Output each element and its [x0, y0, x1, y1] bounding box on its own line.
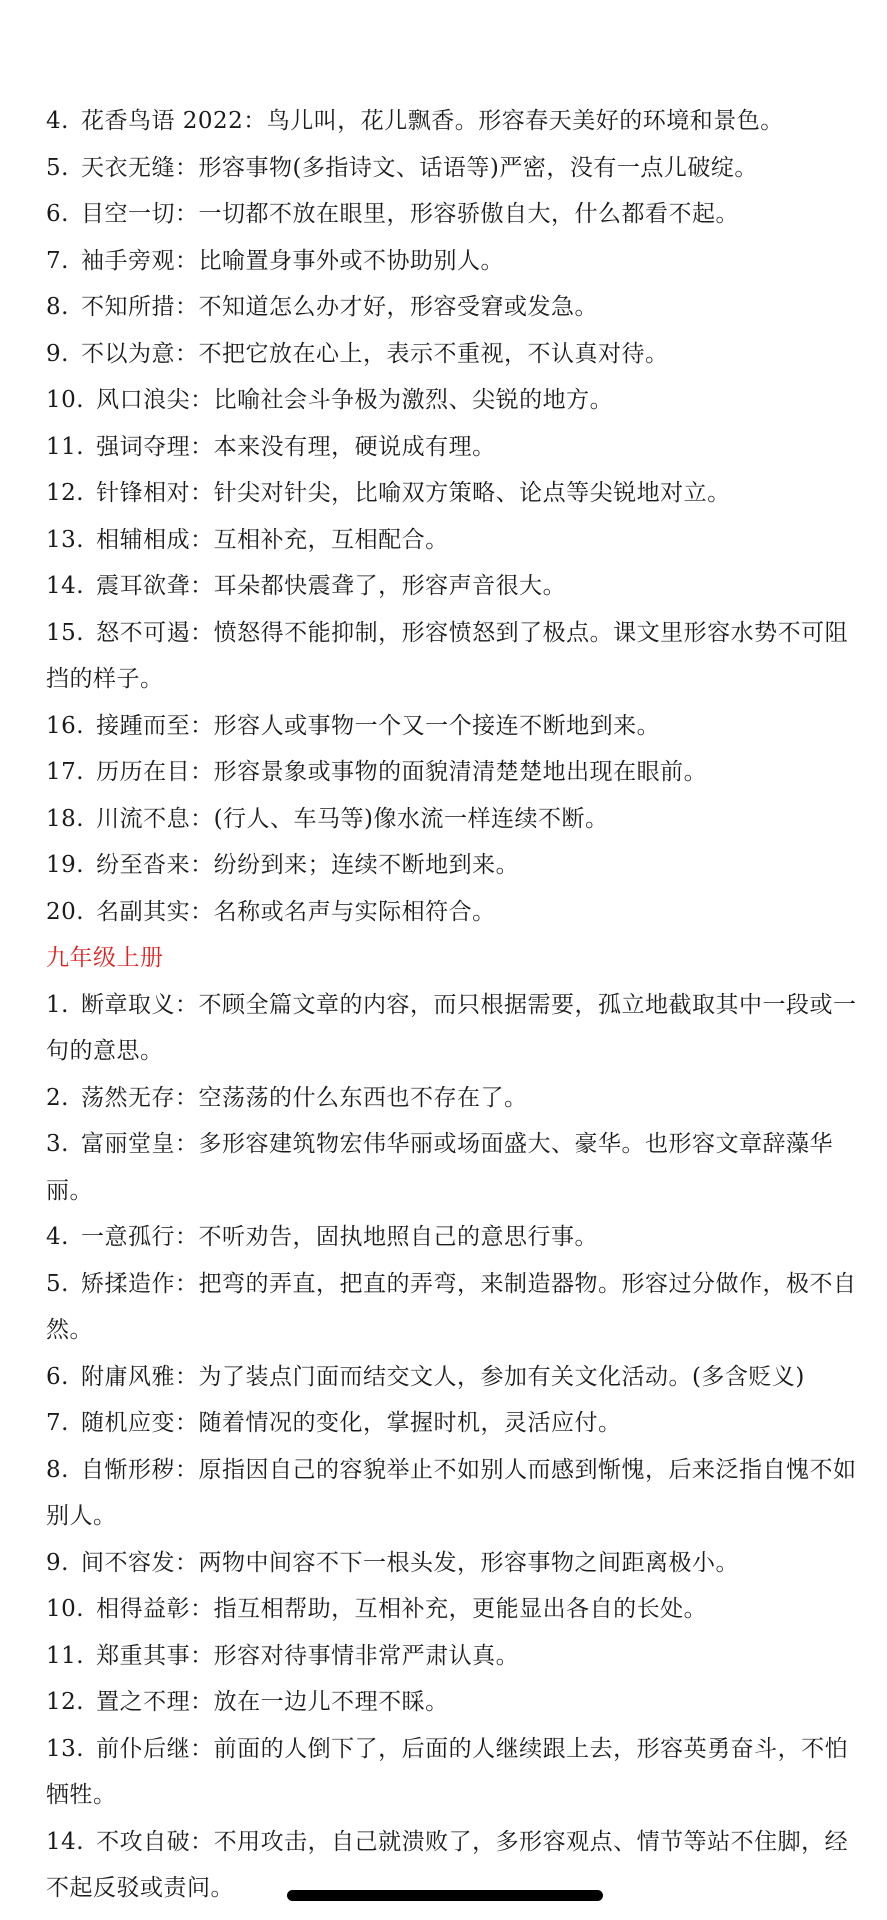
list-item: 4. 花香鸟语 2022：鸟儿叫，花儿飘香。形容春天美好的环境和景色。	[46, 108, 784, 134]
list-item: 4. 一意孤行：不听劝告，固执地照自己的意思行事。	[46, 1224, 598, 1250]
list-item: 9. 不以为意：不把它放在心上，表示不重视，不认真对待。	[46, 340, 669, 367]
home-indicator[interactable]	[287, 1890, 603, 1901]
list-item: 6. 目空一切：一切都不放在眼里，形容骄傲自大，什么都看不起。	[46, 201, 739, 227]
list-item: 7. 随机应变：随着情况的变化，掌握时机，灵活应付。	[46, 1410, 622, 1436]
list-item: 3. 富丽堂皇：多形容建筑物宏伟华丽或场面盛大、豪华。也形容文章辞藻华丽。	[46, 1131, 833, 1204]
list-item: 14. 震耳欲聋：耳朵都快震聋了，形容声音很大。	[46, 573, 567, 599]
list-item: 1. 断章取义：不顾全篇文章的内容，而只根据需要，孤立地截取其中一段或一句的意思。	[46, 991, 857, 1064]
list-item: 10. 风口浪尖：比喻社会斗争极为激烈、尖锐的地方。	[46, 387, 614, 413]
list-item: 11. 强词夺理：本来没有理，硬说成有理。	[46, 433, 496, 460]
list-item: 14. 不攻自破：不用攻击，自己就溃败了，多形容观点、情节等站不住脚，经不起反驳或责问。	[46, 1828, 849, 1901]
idiom-list-previous	[46, 98, 857, 935]
list-item: 8. 自惭形秽：原指因自己的容貌举止不如别人而感到惭愧，后来泛指自愧不如别人。	[46, 1456, 857, 1529]
list-item: 10. 相得益彰：指互相帮助，互相补充，更能显出各自的长处。	[46, 1596, 708, 1622]
list-item: 5. 矫揉造作：把弯的弄直，把直的弄弯，来制造器物。形容过分做作，极不自然。	[46, 1270, 857, 1343]
list-item: 7. 袖手旁观：比喻置身事外或不协助别人。	[46, 247, 504, 274]
list-item: 11. 郑重其事：形容对待事情非常严肃认真。	[46, 1642, 520, 1669]
list-item: 18. 川流不息：(行人、车马等)像水流一样连续不断。	[46, 805, 609, 832]
list-item: 6. 附庸风雅：为了装点门面而结交文人，参加有关文化活动。(多含贬义)	[46, 1363, 805, 1390]
idiom-list-grade9-volume1	[46, 982, 857, 1912]
list-item: 8. 不知所措：不知道怎么办才好，形容受窘或发急。	[46, 294, 598, 320]
list-item: 19. 纷至沓来：纷纷到来；连续不断地到来。	[46, 852, 520, 878]
list-item: 20. 名副其实：名称或名声与实际相符合。	[46, 898, 496, 925]
list-item: 9. 间不容发：两物中间容不下一根头发，形容事物之间距离极小。	[46, 1549, 739, 1576]
list-item: 5. 天衣无缝：形容事物(多指诗文、话语等)严密，没有一点儿破绽。	[46, 154, 758, 181]
list-item: 13. 前仆后继：前面的人倒下了，后面的人继续跟上去，形容英勇奋斗，不怕牺牲。	[46, 1735, 849, 1808]
list-item: 17. 历历在目：形容景象或事物的面貌清清楚楚地出现在眼前。	[46, 759, 708, 785]
list-item: 13. 相辅相成：互相补充，互相配合。	[46, 526, 449, 553]
list-item: 2. 荡然无存：空荡荡的什么东西也不存在了。	[46, 1084, 528, 1111]
list-item: 12. 置之不理：放在一边儿不理不睬。	[46, 1689, 449, 1715]
list-item: 15. 怒不可遏：愤怒得不能抑制，形容愤怒到了极点。课文里形容水势不可阻挡的样子。	[46, 619, 849, 692]
section-heading: 九年级上册	[46, 945, 164, 971]
list-item: 16. 接踵而至：形容人或事物一个又一个接连不断地到来。	[46, 712, 661, 739]
list-item: 12. 针锋相对：针尖对针尖，比喻双方策略、论点等尖锐地对立。	[46, 480, 731, 506]
